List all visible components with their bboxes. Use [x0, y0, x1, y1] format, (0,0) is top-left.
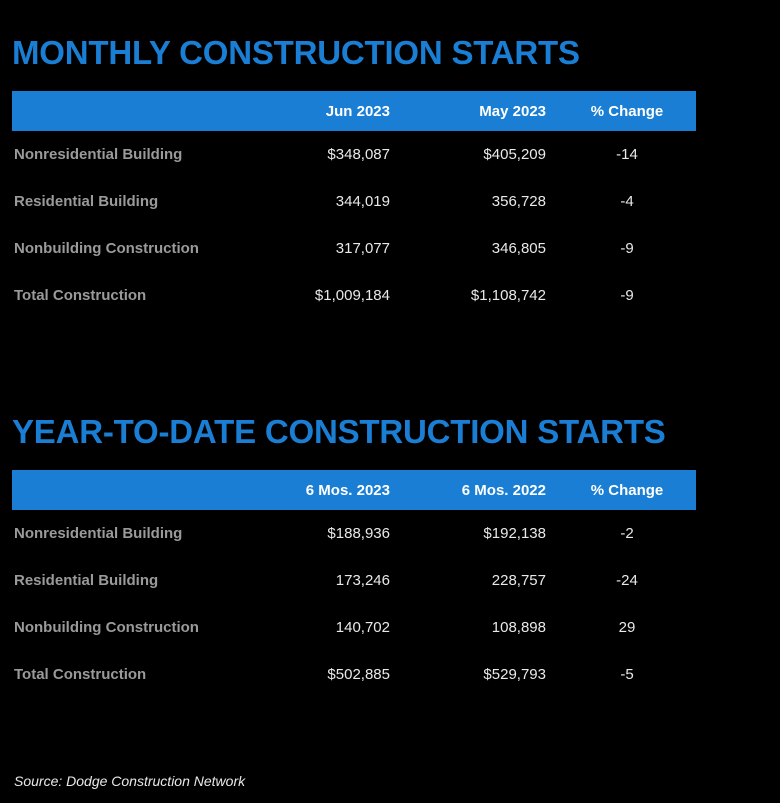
column-header-change: % Change: [558, 470, 696, 510]
cell-change: -24: [616, 572, 638, 590]
cell-period-b: $405,209: [483, 146, 546, 164]
cell-change: -9: [620, 287, 634, 305]
cell-period-a: $502,885: [327, 666, 390, 684]
cell-period-b: $529,793: [483, 666, 546, 684]
source-note: Source: Dodge Construction Network: [14, 773, 246, 790]
row-label: Residential Building: [14, 193, 159, 211]
monthly-table-wrap: [0, 91, 780, 319]
page-title-ytd: YEAR-TO-DATE CONSTRUCTION STARTS: [12, 413, 666, 451]
row-label: Nonresidential Building: [14, 525, 183, 543]
table-row: [12, 510, 696, 557]
column-header-period-b: 6 Mos. 2022: [402, 470, 558, 510]
page-title-monthly: MONTHLY CONSTRUCTION STARTS: [12, 34, 580, 72]
ytd-construction-starts-table: [12, 470, 696, 698]
cell-period-a: 317,077: [335, 240, 390, 258]
column-header-period-a: Jun 2023: [252, 91, 402, 131]
cell-period-a: 140,702: [335, 619, 390, 637]
cell-change: -2: [620, 525, 634, 543]
column-header-category: [12, 470, 252, 510]
cell-change: 29: [618, 619, 636, 637]
cell-period-a: 344,019: [335, 193, 390, 211]
table-body: [12, 131, 696, 319]
row-label: Nonbuilding Construction: [14, 619, 199, 637]
report-page: [0, 22, 780, 803]
table-header: [12, 470, 696, 510]
table-header-row: [12, 91, 696, 131]
table-row: [12, 178, 696, 225]
row-label: Total Construction: [14, 287, 147, 305]
cell-period-a: 173,246: [335, 572, 390, 590]
column-header-category: [12, 91, 252, 131]
cell-period-a: $348,087: [327, 146, 390, 164]
row-label: Nonbuilding Construction: [14, 240, 199, 258]
cell-change: -9: [620, 240, 634, 258]
cell-change: -5: [620, 666, 634, 684]
column-header-period-b: May 2023: [402, 91, 558, 131]
column-header-change: % Change: [558, 91, 696, 131]
cell-period-b: 108,898: [491, 619, 546, 637]
table-row: [12, 272, 696, 319]
cell-period-a: $188,936: [327, 525, 390, 543]
table-row: [12, 557, 696, 604]
table-row: [12, 651, 696, 698]
row-label: Residential Building: [14, 572, 159, 590]
cell-change: -14: [616, 146, 638, 164]
table-header: [12, 91, 696, 131]
ytd-table-wrap: [0, 470, 780, 698]
cell-period-a: $1,009,184: [314, 287, 390, 305]
cell-period-b: 346,805: [491, 240, 546, 258]
table-row: [12, 131, 696, 178]
cell-period-b: 356,728: [491, 193, 546, 211]
table-header-row: [12, 470, 696, 510]
cell-period-b: $192,138: [483, 525, 546, 543]
table-row: [12, 604, 696, 651]
table-body: [12, 510, 696, 698]
column-header-period-a: 6 Mos. 2023: [252, 470, 402, 510]
monthly-construction-starts-table: [12, 91, 696, 319]
section-spacer: [0, 319, 780, 371]
row-label: Total Construction: [14, 666, 147, 684]
row-label: Nonresidential Building: [14, 146, 183, 164]
cell-change: -4: [620, 193, 634, 211]
cell-period-b: $1,108,742: [470, 287, 546, 305]
table-row: [12, 225, 696, 272]
cell-period-b: 228,757: [491, 572, 546, 590]
